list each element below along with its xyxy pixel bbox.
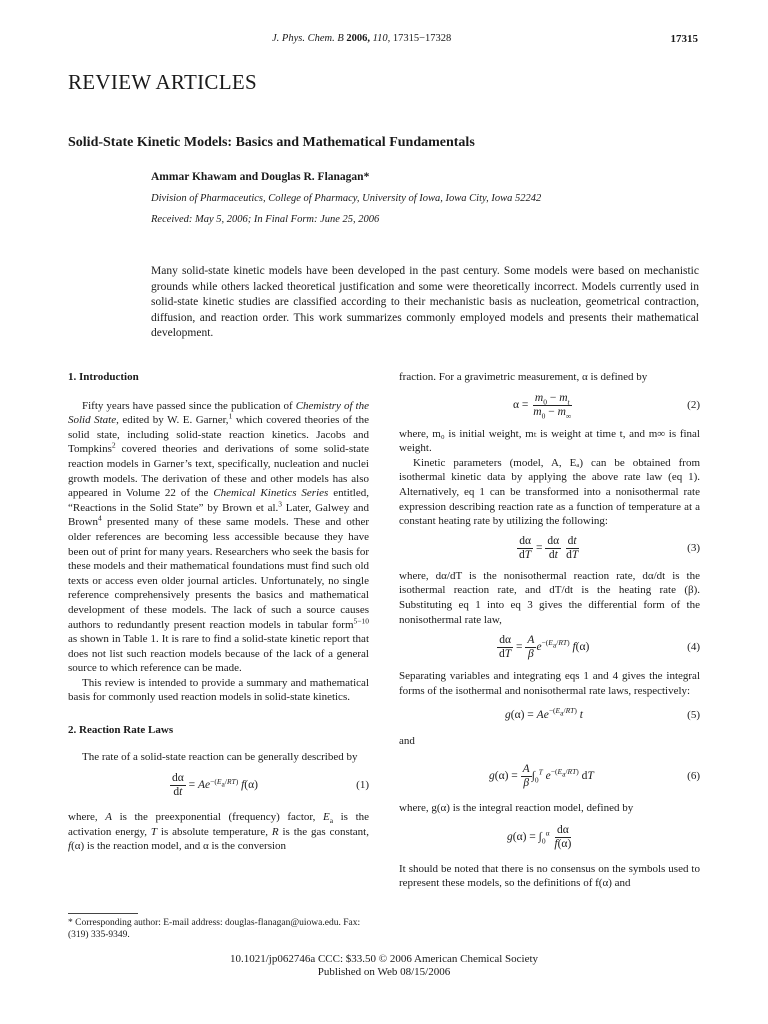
journal-year: 2006, [346, 33, 370, 44]
running-header [0, 33, 768, 49]
right-paragraph-5: Separating variables and integrating eqs 1 and 4 gives the integral forms of the isothermal and nonisothermal rate laws, respectively: [399, 670, 700, 697]
equation-6: g(α) = $\frac{A}{\beta}$ $\int_0^T$ $e^{-(E_a/RT)}$ dT (6) [489, 762, 700, 789]
right-paragraph-7: It should be noted that there is no consensus on the symbols used to represent these models, so the definitions of f(α) and [399, 862, 700, 890]
footnote: * Corresponding author: E-mail address: douglas-flanagan@uiowa.edu. Fax: (319) 335-9349. [68, 918, 361, 940]
journal-pages: 17315−17328 [392, 33, 452, 44]
equation-g-alpha: $g(\alpha) = \int_0^\alpha$ $\frac{d\alpha}{f(\alpha)}$ [507, 823, 572, 850]
affiliation: Division of Pharmaceutics, College of Pharmacy, University of Iowa, Iowa City, Iowa 52242 [151, 193, 542, 204]
received-dates: Received: May 5, 2006; In Final Form: June 25, 2006 [151, 214, 380, 225]
journal-volume: 110, [372, 33, 391, 44]
section-1-heading: 1. Introduction [68, 371, 139, 383]
right-paragraph-3: Kinetic parameters (model, A, Eₐ) can be obtained from isothermal kinetic data by applying the above rate law (eq 1). Alternatively, eq 1 can be transformed into a nonisothermal rate expression describing reaction rate as a function of temperature at a constant heating rate by utilizing the following: [399, 456, 700, 528]
right-paragraph-6: where, g(α) is the integral reaction model, defined by [399, 801, 634, 814]
right-paragraph-1: fraction. For a gravimetric measurement, α is defined by [399, 371, 648, 383]
right-paragraph-4: where, dα/dT is the nonisothermal reaction rate, dα/dt is the isothermal reaction rate, and dT/dt is the heating rate (β). Substituting eq 1 into eq 3 gives the differential form of the nonisothermal rate law, [399, 569, 700, 626]
equation-4: $\frac{d\alpha}{dT}$ = $\frac{A}{\beta}$ $e^{-(E_a/RT)}$ f(α) (4) [499, 634, 700, 661]
page-number: 17315 [670, 33, 698, 45]
ref-1[interactable]: 1 [228, 411, 233, 421]
abstract: Many solid-state kinetic models have been developed in the past century. Some models were based on mechanistic grounds while others lacked theoretical justification and some were theoretically incorrect. Models currently used in solid-state kinetic studies are classified according to their mechanistic basis as nucleation, geometrical contraction, diffusion, and reaction order. This work summarizes commonly employed models and presents their mathematical development. [151, 265, 699, 339]
page-footer [0, 953, 768, 979]
ref-2[interactable]: 2 [111, 440, 116, 450]
ref-5-10[interactable]: 5−10 [353, 615, 369, 625]
article-title: Solid-State Kinetic Models: Basics and Mathematical Fundamentals [68, 135, 475, 150]
section-head: REVIEW ARTICLES [68, 70, 257, 94]
rate-law-paragraph-2: where, A is the preexponential (frequency) factor, $E_a$ is the activation energy, T is absolute temperature, R is the gas constant, f(α) is the reaction model, and α is the conversion [68, 811, 370, 853]
equation-1: $\frac{d\alpha}{dt}$ = $Ae^{-(E_a/RT)}$ f(α) (1) [172, 772, 369, 799]
equation-1-number: (1) [356, 779, 369, 792]
left-column [68, 370, 369, 854]
right-column [399, 370, 700, 891]
equation-3: $\frac{d\alpha}{dT}$ = $\frac{d\alpha}{dt}$ $\frac{dt}{dT}$ (3) [519, 534, 700, 561]
equation-3-number: (3) [687, 541, 700, 554]
right-paragraph-2: where, m₀ is initial weight, mₜ is weight at time t, and m∞ is final weight. [399, 427, 700, 455]
intro-paragraph-1: Fifty years have passed since the publication of Chemistry of the Solid State, edited by W. E. Garner,$^1$ which covered theories of the solid state, including solid-state reaction kinetics. Jacobs and Tompkins$^2$ covered theories and derivations of some solid-state reaction models in Garner’s text, specifically, nucleation and nuclei growth models. The derivation of these and other models has also appeared in Volume 22 of the Chemical Kinetics Series entitled, “Reactions in the Solid State” by Brown et al.$^3$ Later, Galwey and Brown$^4$ presented many of these same models. These and other older references are becoming less accessible because they have been out of print for many years. Researchers who seek the basis for these models and their mathematical foundations must find such old texts or access even older journal articles. Unfortunately, no single reference comprehensively presents the basics and mathematical development of these models. The lack of such a source causes authors to redundantly present reaction models in tabular form$^{5-10}$ as shown in Table 1. It is rare to find a solid-state kinetic report that does not list such reaction models because of the lack of a general source to which reference can be made. [68, 399, 369, 675]
published-line: Published on Web 08/15/2006 [317, 966, 451, 978]
section-2-heading: 2. Reaction Rate Laws [68, 724, 174, 737]
equation-5-number: (5) [687, 709, 700, 722]
rate-law-paragraph-1: The rate of a solid-state reaction can be generally described by [82, 750, 358, 763]
ref-4[interactable]: 4 [97, 513, 102, 523]
equation-5: $g(\alpha) = Ae^{-(E_a/RT)}$ t (5) [505, 706, 700, 722]
intro-paragraph-2: This review is intended to provide a summary and mathematical basis for commonly used reaction models in solid-state kinetics. [68, 676, 369, 704]
journal-citation [272, 33, 451, 44]
equation-2-number: (2) [687, 398, 700, 411]
authors: Ammar Khawam and Douglas R. Flanagan* [151, 171, 370, 183]
equation-4-number: (4) [687, 641, 700, 654]
journal-name: J. Phys. Chem. B [272, 33, 344, 44]
right-and: and [399, 735, 415, 748]
equation-2: α = $\frac{m_0 - m_t}{m_0 - m_\infty}$ (2) [513, 391, 700, 420]
ref-3[interactable]: 3 [278, 499, 283, 509]
equation-6-number: (6) [687, 769, 700, 782]
footnote-rule [68, 913, 138, 914]
doi-line: 10.1021/jp062746a CCC: $33.50 © 2006 American Chemical Society [229, 953, 539, 965]
